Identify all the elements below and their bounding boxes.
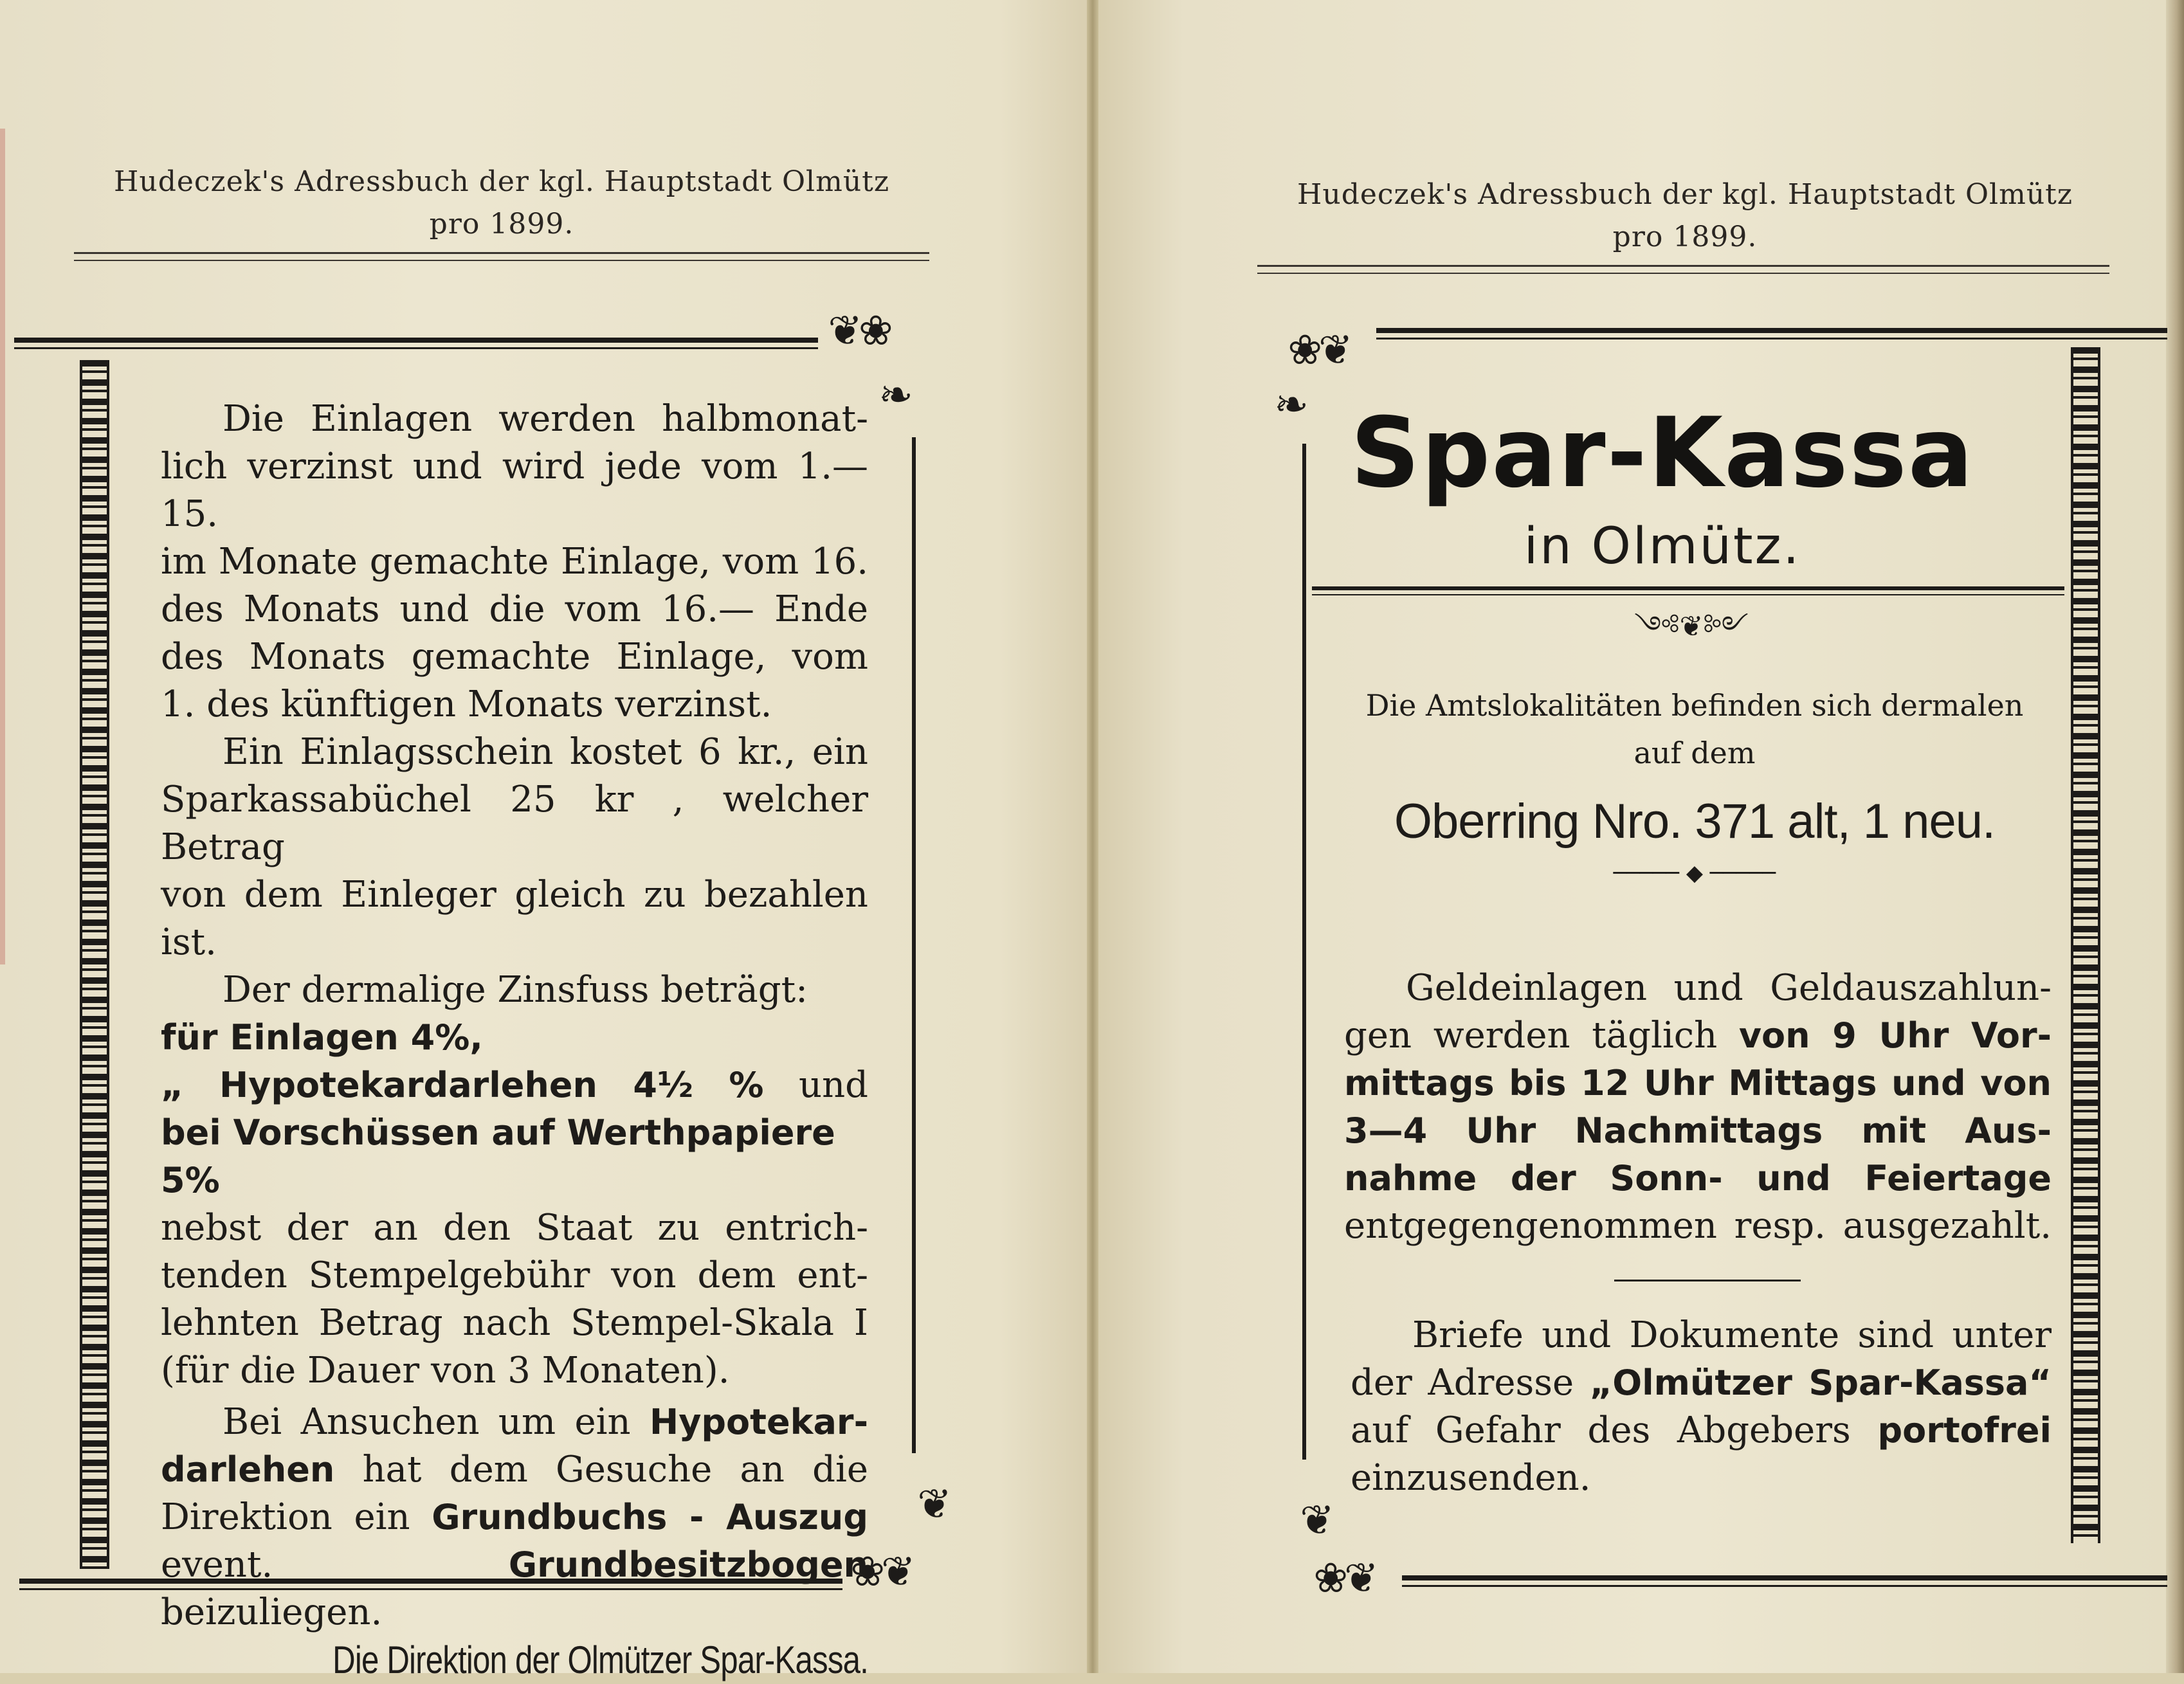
frame-top-rule	[1376, 338, 2167, 340]
text-line: nebst der an den Staat zu entrich-	[161, 1207, 868, 1249]
text-span: gen werden täglich	[1344, 1015, 1718, 1056]
text-line	[161, 1541, 868, 1636]
text-line: (für die Dauer von 3 Monaten).	[161, 1350, 730, 1391]
text-line: Geldeinlagen und Geldauszahlun-	[1406, 967, 2052, 1009]
separator-icon: ───── ◆ ─────	[1613, 860, 1776, 886]
text-line	[1351, 1407, 2052, 1454]
hours-text	[1344, 964, 2052, 1250]
text-line: Der dermalige Zinsfuss beträgt:	[223, 969, 808, 1011]
text-bold: „Olmützer Spar-Kassa“	[1589, 1363, 2052, 1403]
text-line	[161, 1399, 868, 1446]
text-line: einzusenden.	[1351, 1457, 1591, 1499]
text-line	[161, 1446, 868, 1494]
subtitle: in Olmütz.	[1524, 518, 1801, 575]
scroll-ornament-icon: ❦❀	[828, 307, 889, 355]
chain-border	[80, 360, 109, 1569]
address: Oberring Nro. 371 alt, 1 neu.	[1394, 794, 1996, 849]
rate-line	[161, 1062, 868, 1109]
text-line: entgegengenommen resp. ausgezahlt.	[1344, 1205, 2052, 1247]
text-line: mittags bis 12 Uhr Mittags und von	[1344, 1063, 2052, 1103]
right-running-head	[1260, 174, 2109, 258]
text-bold: portofrei	[1877, 1410, 2052, 1451]
text-span: event.	[161, 1544, 273, 1586]
frame-top-rule	[14, 338, 818, 343]
text-line: lehnten Betrag nach Stempel-Skala I	[161, 1302, 868, 1344]
scroll-ornament-icon: ❀❦	[1288, 327, 1349, 374]
text-line	[1351, 1359, 2052, 1407]
chain-border	[2071, 347, 2100, 1543]
text-line: von dem Einleger gleich zu bezahlen ist.	[161, 874, 868, 963]
header-rule	[74, 252, 929, 254]
rate-line: bei Vorschüssen auf Werthpapiere 5%	[161, 1112, 835, 1200]
text-line	[161, 1494, 868, 1541]
text-span: beizuliegen.	[161, 1591, 383, 1633]
text-bold: darlehen	[161, 1449, 335, 1490]
book-spine	[1087, 0, 1098, 1673]
running-head-year: pro 1899.	[429, 208, 574, 240]
text-line	[1344, 1012, 2052, 1060]
right-body-text	[1338, 682, 2052, 892]
text-bold: Grundbuchs - Auszug	[432, 1497, 868, 1537]
text-bold: Hypotekar-	[650, 1402, 868, 1442]
text-line: auf dem	[1633, 736, 1756, 770]
text-line: Die Einlagen werden halbmonat-	[223, 398, 868, 440]
text-bold: Grundbesitzbogen	[508, 1544, 868, 1585]
text-line: 3—4 Uhr Nachmittags mit Aus-	[1344, 1110, 2052, 1151]
text-line: 1. des künftigen Monats verzinst.	[161, 684, 772, 725]
text-line: Die Amtslokalitäten befinden sich dermalen	[1365, 688, 2024, 723]
frame-bottom-rule	[1402, 1575, 2167, 1580]
scroll-ornament-icon: ❧	[1274, 381, 1305, 429]
frame-top-rule	[1376, 328, 2167, 333]
text-line: nahme der Sonn- und Feiertage	[1344, 1158, 2052, 1199]
title-spar-kassa: Spar-Kassa	[1350, 397, 1975, 509]
header-rule	[74, 260, 929, 261]
header-rule	[1257, 265, 2109, 267]
frame-right-line	[912, 437, 916, 1453]
frame-top-rule	[14, 347, 818, 349]
left-body-text	[161, 395, 868, 1684]
rate-line: für Einlagen 4%,	[161, 1017, 483, 1058]
text-span: Bei Ansuchen um ein	[223, 1401, 631, 1443]
text-bold: von 9 Uhr Vor-	[1738, 1015, 2052, 1056]
flourish-icon: ༺❦༻	[1634, 610, 1749, 643]
text-line: Ein Einlagsschein kostet 6 kr., ein	[223, 731, 868, 773]
scroll-ornament-icon: ❀❦	[850, 1548, 912, 1596]
separator-rule	[1614, 1280, 1801, 1281]
text-line: Sparkassabüchel 25 kr , welcher Betrag	[161, 779, 868, 868]
signature: Die Direktion der Olmützer Spar-Kassa.	[332, 1638, 868, 1681]
scroll-ornament-icon: ❧	[878, 372, 909, 419]
scroll-ornament-icon: ❀❦	[1313, 1555, 1375, 1602]
letters-text	[1351, 1312, 2052, 1502]
scroll-ornament-icon: ❦	[1300, 1497, 1331, 1544]
text-line: Briefe und Dokumente sind unter	[1412, 1314, 2052, 1356]
frame-bottom-rule	[1402, 1585, 2167, 1587]
header-rule	[1257, 273, 2109, 274]
text-line: lich verzinst und wird jede vom 1.—15.	[161, 446, 868, 535]
text-span: hat dem Gesuche an die	[362, 1449, 868, 1490]
running-head-title: Hudeczek's Adressbuch der kgl. Hauptstadt Olmütz	[113, 165, 890, 198]
page-edge	[2166, 0, 2184, 1673]
running-head-year: pro 1899.	[1612, 221, 1758, 253]
text-span: Direktion ein	[161, 1496, 410, 1538]
running-head-title: Hudeczek's Adressbuch der kgl. Hauptstadt Olmütz	[1297, 178, 2073, 211]
cover-edge	[0, 129, 5, 964]
text-span: der Adresse	[1351, 1362, 1574, 1404]
text-line: im Monate gemachte Einlage, vom 16.	[161, 541, 868, 583]
text-line: tenden Stempelgebühr von dem ent-	[161, 1254, 868, 1296]
frame-left-line	[1302, 444, 1306, 1460]
text-span: auf Gefahr des Abgebers	[1351, 1409, 1851, 1451]
rate-bold: „ Hypotekardarlehen 4½ %	[161, 1065, 764, 1105]
text-line: des Monats und die vom 16.— Ende	[161, 588, 868, 630]
scroll-ornament-icon: ❦	[917, 1481, 948, 1528]
title-rule	[1312, 586, 2064, 590]
text-line: des Monats gemachte Einlage, vom	[161, 636, 868, 678]
rate-tail: und	[799, 1064, 868, 1106]
left-running-head	[77, 161, 926, 246]
